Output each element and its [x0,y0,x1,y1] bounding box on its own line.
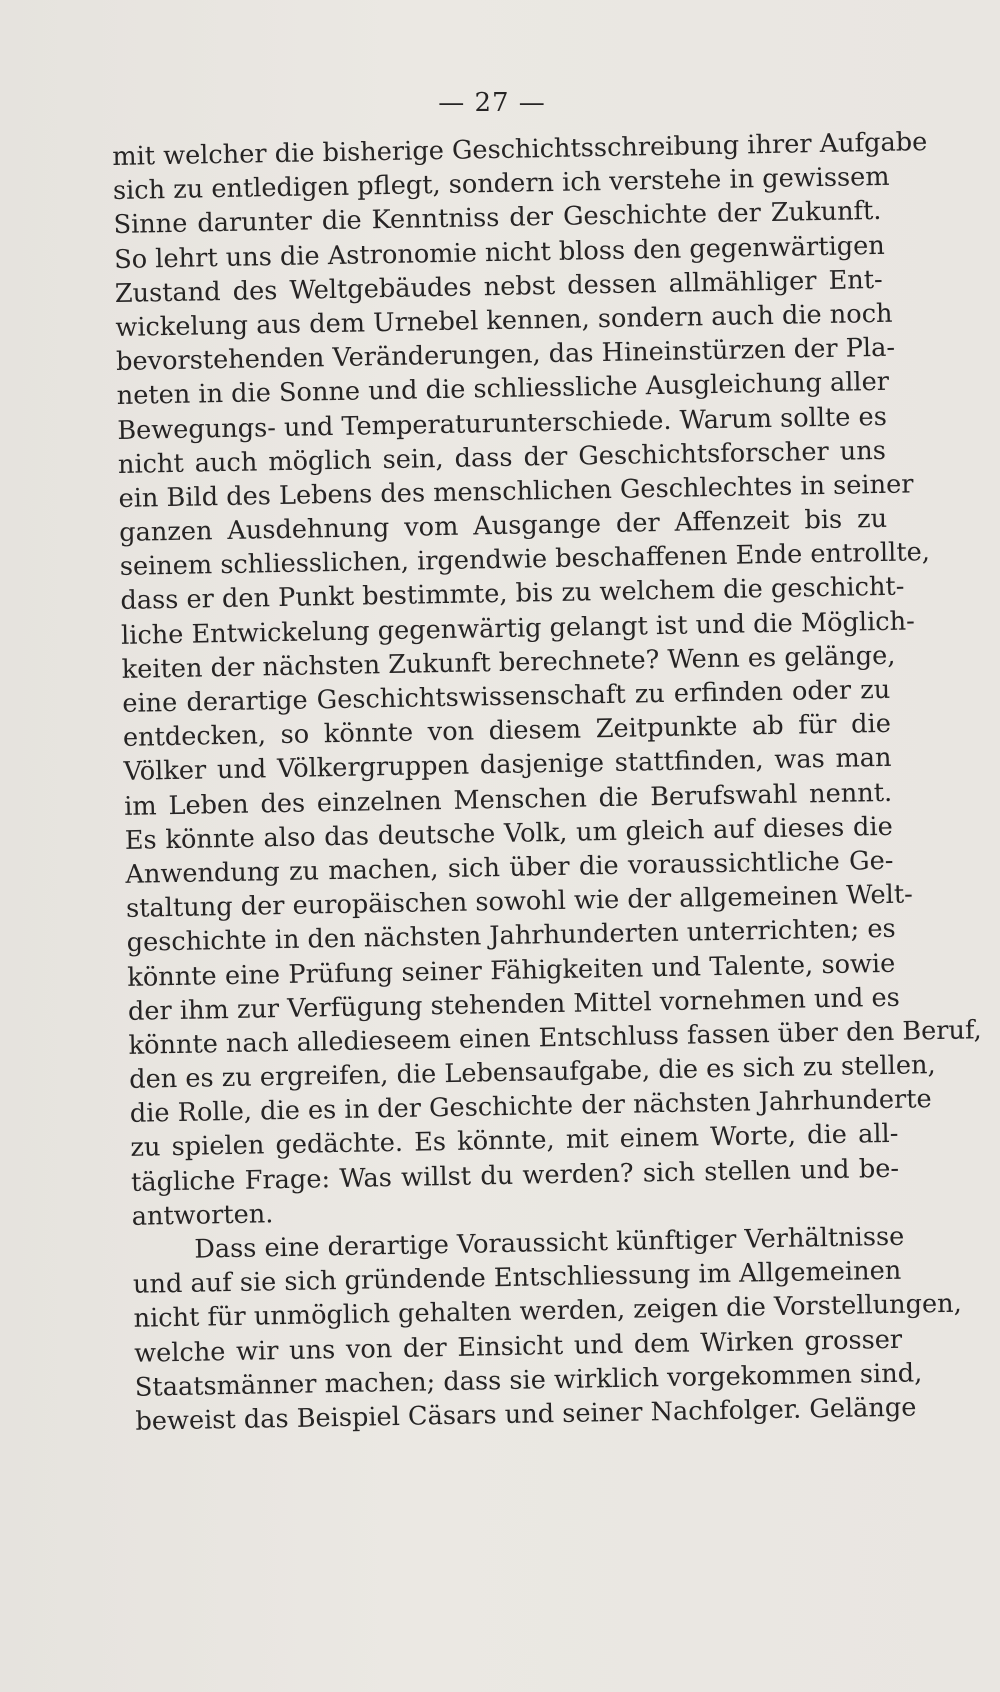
text-line: ganzen Ausdehnung vom Ausgange der Affenzeit bis zu [118,503,888,548]
text-line: dass er den Punkt bestimmte, bis zu welchem die geschicht- [120,571,905,617]
text-line: nicht für unmöglich gehalten werden, zeigen die Vorstellungen, [133,1289,963,1335]
text-line: entdecken, so könnte von diesem Zeitpunkte ab für die [122,709,892,754]
text-line: antworten. [131,1199,274,1232]
text-line: keiten der nächsten Zukunft berechnete? Wenn es gelänge, [121,640,896,685]
body-text [112,126,982,1439]
text-line: Es könnte also das deutsche Volk, um gleich auf dieses die [124,811,893,856]
text-line: Bewegungs- und Temperaturunterschiede. Warum sollte es [117,401,888,446]
text-line: mit welcher die bisherige Geschichtsschreibung ihrer Aufgabe [112,127,928,172]
text-line: bevorstehenden Veränderungen, das Hineinstürzen der Pla- [115,332,896,378]
page-number: — 27 — [438,88,546,118]
text-line: Anwendung zu machen, sich über die voraussichtliche Ge- [125,845,894,890]
text-line: der ihm zur Verfügung stehenden Mittel vornehmen und es [127,982,901,1027]
text-line: sich zu entledigen pflegt, sondern ich verstehe in gewissem [112,161,890,207]
text-line: beweist das Beispiel Cäsars und seiner Nachfolger. Gelänge [135,1392,917,1437]
text-line: die Rolle, die es in der Geschichte der nächsten Jahrhunderte [129,1084,932,1130]
text-line: den es zu ergreifen, die Lebensaufgabe, die es sich zu stellen, [128,1050,936,1095]
text-line: Völker und Völkergruppen dasjenige stattfinden, was man [123,743,892,788]
text-line: Zustand des Weltgebäudes nebst dessen allmähliger Ent- [114,264,883,309]
paragraph-1 [112,126,982,1234]
text-line: tägliche Frage: Was willst du werden? sich stellen und be- [130,1153,900,1198]
text-line: So lehrt uns die Astronomie nicht bloss den gegenwärtigen [113,230,886,275]
text-line: und auf sie sich gründende Entschliessung im Allgemeinen [132,1255,902,1300]
text-line: eine derartige Geschichtswissenschaft zu erfinden oder zu [122,674,891,719]
text-line: könnte eine Prüfung seiner Fähigkeiten und Talente, sowie [127,948,896,993]
text-line: im Leben des einzelnen Menschen die Berufswahl nennt. [123,777,893,822]
text-line: Sinne darunter die Kenntniss der Geschichte der Zukunft. [113,196,882,241]
text-line: staltung der europäischen sowohl wie der allgemeinen Welt- [125,879,914,924]
text-line: neten in die Sonne und die schliessliche Ausgleichung aller [116,367,890,412]
text-line: seinem schliesslichen, irgendwie beschaffenen Ende entrollte, [119,537,931,583]
text-line: Staatsmänner machen; dass sie wirklich vorgekommen sind, [134,1358,923,1403]
paragraph-2 [132,1220,963,1439]
text-line: ein Bild des Lebens des menschlichen Geschlechtes in seiner [118,469,914,514]
text-line: welche wir uns von der Einsicht und dem Wirken grosser [133,1324,903,1369]
text-line: liche Entwickelung gegenwärtig gelangt ist und die Möglich- [120,605,916,651]
text-line: geschichte in den nächsten Jahrhunderten unterrichten; es [126,914,896,959]
text-line: Dass eine derartige Voraussicht künftiger Verhältnisse [194,1221,905,1265]
text-line: nicht auch möglich sein, dass der Geschichtsforscher uns [117,435,887,480]
text-line: zu spielen gedächte. Es könnte, mit einem Worte, die all- [130,1119,899,1164]
text-line: wickelung aus dem Urnebel kennen, sondern auch die noch [115,298,893,343]
text-line: könnte nach alledieseem einen Entschluss fassen über den Beruf, [128,1015,982,1061]
